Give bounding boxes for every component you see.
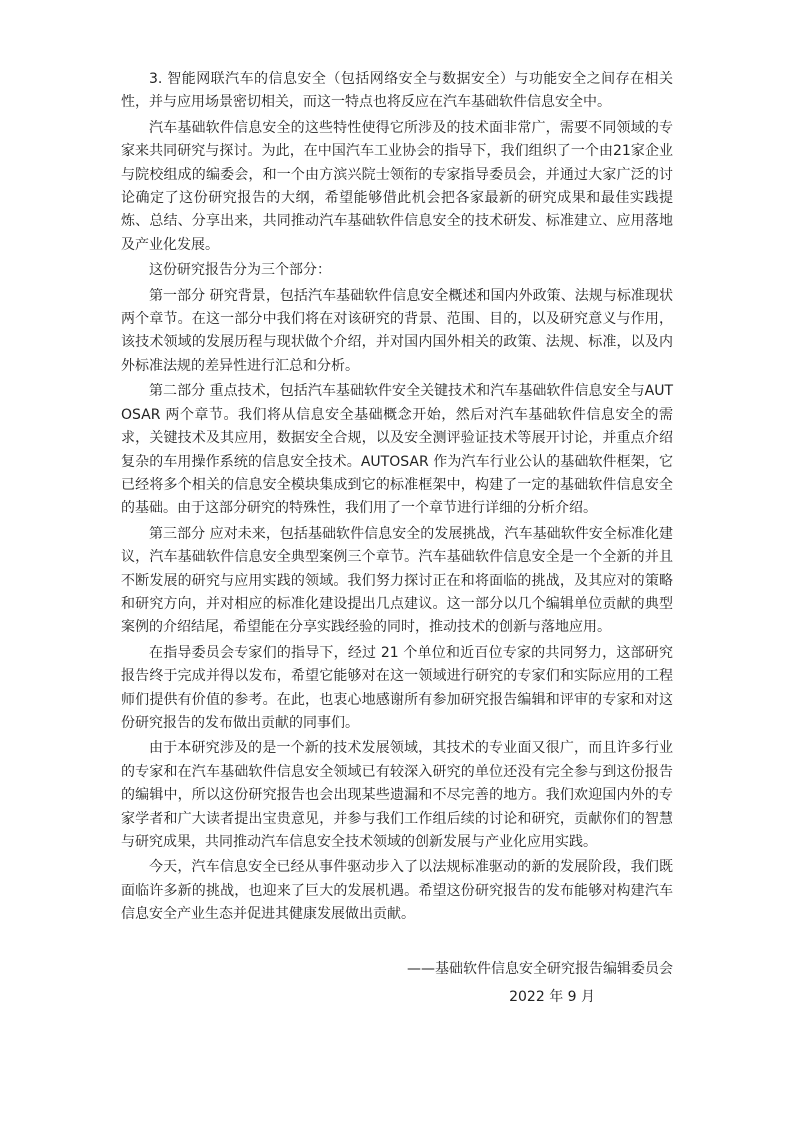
paragraph-report-structure: 这份研究报告分为三个部分： xyxy=(149,262,331,279)
paragraph-part-one: 第一部分 研究背景，包括汽车基础软件信息安全概述和国内外政策、法规与标准现状两个章节。在这一部分中我们将在对该研究的背景、范围、目的，以及研究意义与作用，该技术领域的发展历程与现状做个介绍，并对国内国外相关的政策、法规、标准，以及内外标准法规的差异性进行汇总和分析。 xyxy=(121,287,673,374)
paragraph-part-two: 第二部分 重点技术，包括汽车基础软件安全关键技术和汽车基础软件信息安全与AUTOSAR 两个章节。我们将从信息安全基础概念开始，然后对汽车基础软件信息安全的需求，关键技术及其应用，数据安全合规，以及安全测评验证技术等展开讨论，并重点介绍复杂的车用操作系统的信息安全技术。AUTOSAR 作为汽车行业公认的基础软件框架，它已经将多个相关的信息安全模块集成到它的标准框架中，构建了一定的基础软件信息安全的基础。由于这部分研究的特殊性，我们用了一个章节进行详细的分析介绍。 xyxy=(121,383,673,517)
paragraph-item-3: 3. 智能网联汽车的信息安全（包括网络安全与数据安全）与功能安全之间存在相关性，并与应用场景密切相关，而这一特点也将反应在汽车基础软件信息安全中。 xyxy=(121,71,673,111)
signature: ——基础软件信息安全研究报告编辑委员会 xyxy=(407,961,673,977)
paragraph-part-three: 第三部分 应对未来，包括基础软件信息安全的发展挑战，汽车基础软件安全标准化建议，汽车基础软件信息安全典型案例三个章节。汽车基础软件信息安全是一个全新的并且不断发展的研究与应用实践的领域。我们努力探讨正在和将面临的挑战，及其应对的策略和研究方向，并对相应的标准化建设提出几点建议。这一部分以几个编辑单位贡献的典型案例的介绍结尾，希望能在分享实践经验的同时，推动技术的创新与落地应用。 xyxy=(121,525,673,636)
paragraph-outlook: 今天，汽车信息安全已经从事件驱动步入了以法规标准驱动的新的发展阶段，我们既面临许多新的挑战，也迎来了巨大的发展机遇。希望这份研究报告的发布能够对构建汽车信息安全产业生态并促进其健康发展做出贡献。 xyxy=(121,859,673,923)
date: 2022 年 9 月 xyxy=(509,989,595,1005)
paragraph-limitations: 由于本研究涉及的是一个新的技术发展领域，其技术的专业面又很广，而且许多行业的专家和在汽车基础软件信息安全领域已有较深入研究的单位还没有完全参与到这份报告的编辑中，所以这份研究报告也会出现某些遗漏和不尽完善的地方。我们欢迎国内外的专家学者和广大读者提出宝贵意见，并参与我们工作组后续的讨论和研究，贡献你们的智慧与研究成果，共同推动汽车信息安全技术领域的创新发展与产业化应用实践。 xyxy=(121,740,673,850)
document-body xyxy=(121,68,673,929)
paragraph-acknowledgement: 在指导委员会专家们的指导下，经过 21 个单位和近百位专家的共同努力，这部研究报告终于完成并得以发布，希望它能够对在这一领域进行研究的专家们和实际应用的工程师们提供有价值的参考。在此，也衷心地感谢所有参加研究报告编辑和评审的专家和对这份研究报告的发布做出贡献的同事们。 xyxy=(121,644,673,731)
paragraph-editorial-board: 汽车基础软件信息安全的这些特性使得它所涉及的技术面非常广，需要不同领域的专家来共同研究与探讨。为此，在中国汽车工业协会的指导下，我们组织了一个由21家企业与院校组成的编委会，和一个由方滨兴院士领衔的专家指导委员会，并通过大家广泛的讨论确定了这份研究报告的大纲，希望能够借此机会把各家最新的研究成果和最佳实践提炼、总结、分享出来，共同推动汽车基础软件信息安全的技术研发、标准建立、应用落地及产业化发展。 xyxy=(121,119,673,253)
